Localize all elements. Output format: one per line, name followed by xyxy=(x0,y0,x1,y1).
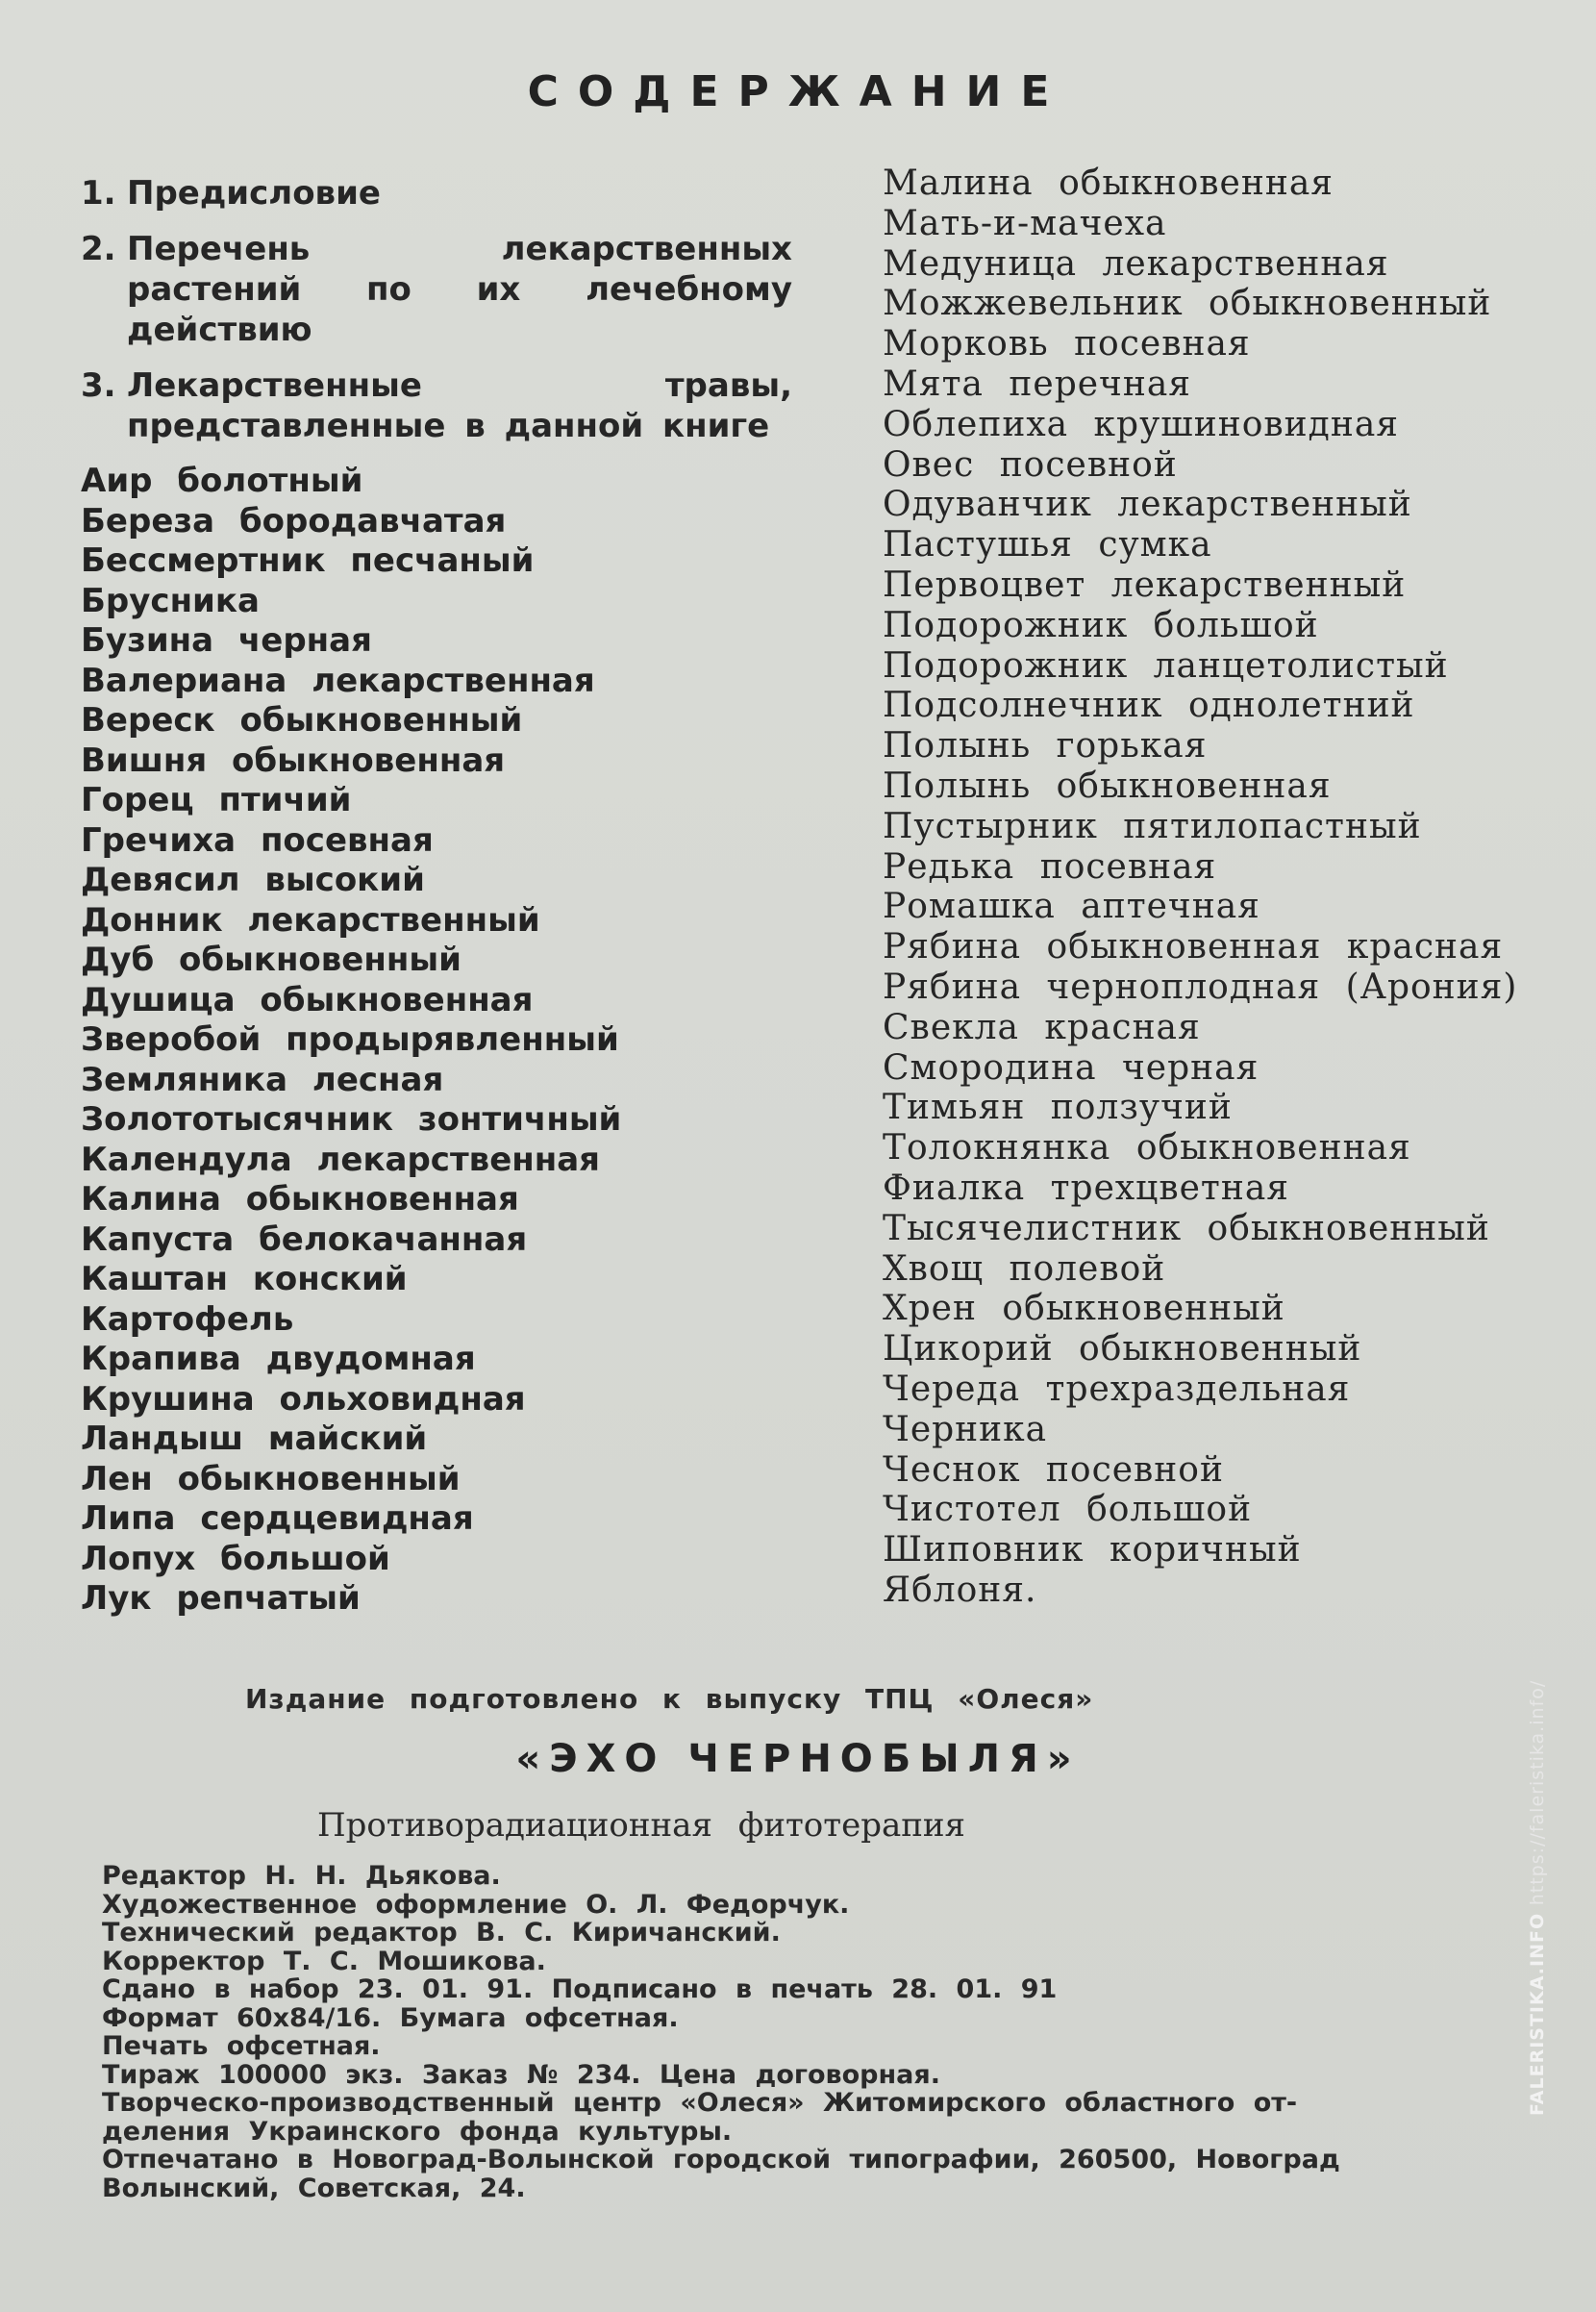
plant-entry: Шиповник коричный xyxy=(883,1530,1302,1571)
plant-entry: Фиалка трехцветная xyxy=(883,1168,1289,1208)
plant-entry: Картофель xyxy=(81,1299,294,1339)
plant-entry: Смородина черная xyxy=(883,1047,1259,1088)
plant-entry: Ромашка аптечная xyxy=(883,887,1260,927)
plant-entry: Редька посевная xyxy=(883,846,1217,887)
imprint-line: Формат 60х84/16. Бумага офсетная. xyxy=(102,2002,679,2033)
plant-entry: Гречиха посевная xyxy=(81,820,434,860)
imprint-line: Отпечатано в Новоград-Волынской городской типографии, 260500, Новоград xyxy=(102,2145,1340,2174)
section-number: 3. xyxy=(81,366,116,405)
imprint-line: Тираж 100000 экз. Заказ № 234. Цена договорная. xyxy=(102,2059,940,2090)
imprint-line: Технический редактор В. С. Киричанский. xyxy=(102,1918,781,1948)
imprint-line: Творческо-производственный центр «Олеся» Житомирского областного от- xyxy=(102,2088,1298,2118)
plant-entry: Донник лекарственный xyxy=(81,900,540,940)
section-number: 2. xyxy=(81,230,116,268)
watermark xyxy=(1527,1680,1548,2116)
plant-entry: Дуб обыкновенный xyxy=(81,941,461,979)
plant-entry: Тимьян ползучий xyxy=(883,1088,1233,1128)
plant-entry: Каштан конский xyxy=(81,1260,408,1298)
plant-entry: Бессмертник песчаный xyxy=(81,541,535,580)
imprint-line: Печать офсетная. xyxy=(102,2031,381,2061)
plant-entry: Душица обыкновенная xyxy=(81,980,534,1019)
book-subtitle: Противорадиационная фитотерапия xyxy=(317,1806,966,1845)
plant-entry: Рябина черноплодная (Арония) xyxy=(883,967,1518,1007)
plant-entry: Земляника лесная xyxy=(81,1060,444,1099)
plant-entry: Одуванчик лекарственный xyxy=(883,485,1412,525)
plant-entry: Подорожник большой xyxy=(883,605,1319,645)
plant-entry: Медуница лекарственная xyxy=(883,243,1389,284)
contents-left-column xyxy=(81,173,792,1620)
imprint-line: Волынский, Советская, 24. xyxy=(102,2173,526,2203)
plant-entry: Девясил высокий xyxy=(81,861,425,899)
plant-entry: Валериана лекарственная xyxy=(81,661,595,700)
plant-entry: Лопух большой xyxy=(81,1539,390,1578)
imprint-line: Сдано в набор 23. 01. 91. Подписано в печать 28. 01. 91 xyxy=(102,1974,1058,2004)
plant-entry: Подсолнечник однолетний xyxy=(883,686,1415,726)
plant-entry: Горец птичий xyxy=(81,781,352,819)
plant-entry: Вереск обыкновенный xyxy=(81,701,523,740)
section-entry xyxy=(81,173,792,214)
book-title: «ЭХО ЧЕРНОБЫЛЯ» xyxy=(515,1737,1081,1781)
plant-entry: Первоцвет лекарственный xyxy=(883,565,1407,605)
plant-entry: Полынь обыкновенная xyxy=(883,766,1332,806)
plant-entry: Золототысячник зонтичный xyxy=(81,1100,622,1139)
plant-entry: Черника xyxy=(883,1409,1048,1449)
plant-entry: Зверобой продырявленный xyxy=(81,1020,619,1059)
section-title: Лекарственные травы, представленные в данной книге xyxy=(127,366,792,445)
section-entry xyxy=(81,365,792,446)
plant-entry: Береза бородавчатая xyxy=(81,501,507,540)
plant-entry: Череда трехраздельная xyxy=(883,1369,1351,1409)
plant-entry: Морковь посевная xyxy=(883,324,1251,364)
plant-entry: Тысячелистник обыкновенный xyxy=(883,1208,1490,1248)
plant-entry: Рябина обыкновенная красная xyxy=(883,927,1504,968)
plant-entry: Крушина ольховидная xyxy=(81,1379,526,1419)
plant-entry: Брусника xyxy=(81,581,260,620)
plant-list-right xyxy=(883,163,1575,1611)
watermark-url: https://faleristika.info/ xyxy=(1527,1679,1548,1906)
plant-entry: Пустырник пятилопастный xyxy=(883,806,1422,846)
plant-entry: Цикорий обыкновенный xyxy=(883,1329,1362,1370)
plant-entry: Толокнянка обыкновенная xyxy=(883,1128,1411,1169)
plant-entry: Капуста белокачанная xyxy=(81,1219,528,1259)
plant-entry: Крапива двудомная xyxy=(81,1340,476,1378)
plant-entry: Хвощ полевой xyxy=(883,1248,1166,1289)
section-number: 1. xyxy=(81,174,116,213)
plant-entry: Яблоня. xyxy=(883,1570,1037,1610)
plant-entry: Бузина черная xyxy=(81,621,372,660)
section-entry xyxy=(81,229,792,350)
plant-entry: Вишня обыкновенная xyxy=(81,741,506,780)
plant-entry: Подорожник ланцетолистый xyxy=(883,645,1449,686)
plant-entry: Калина обыкновенная xyxy=(81,1180,519,1219)
plant-entry: Пастушья сумка xyxy=(883,525,1212,565)
section-title: Предисловие xyxy=(127,174,381,213)
plant-entry: Ландыш майский xyxy=(81,1420,428,1458)
plant-entry: Хрен обыкновенный xyxy=(883,1289,1285,1329)
plant-entry: Лук репчатый xyxy=(81,1579,361,1618)
imprint-line: Художественное оформление О. Л. Федорчук. xyxy=(102,1889,850,1920)
plant-entry: Чистотел большой xyxy=(883,1490,1253,1530)
plant-entry: Лен обыкновенный xyxy=(81,1459,461,1498)
imprint-line: Корректор Т. С. Мошикова. xyxy=(102,1946,546,1976)
plant-entry: Можжевельник обыкновенный xyxy=(883,284,1492,324)
prepared-note: Издание подготовлено к выпуску ТПЦ «Олеся» xyxy=(245,1683,1094,1715)
section-title: Перечень лекарственных растений по их лечебному действию xyxy=(127,230,792,349)
page-title: СОДЕРЖАНИЕ xyxy=(527,67,1069,116)
plant-entry: Облепиха крушиновидная xyxy=(883,404,1400,444)
plant-entry: Свекла красная xyxy=(883,1007,1201,1047)
plant-entry: Мать-и-мачеха xyxy=(883,203,1167,243)
imprint-line: деления Украинского фонда культуры. xyxy=(102,2116,733,2147)
plant-entry: Мята перечная xyxy=(883,364,1192,404)
plant-entry: Липа сердцевидная xyxy=(81,1499,474,1538)
plant-entry: Овес посевной xyxy=(883,444,1178,485)
plant-entry: Календула лекарственная xyxy=(81,1140,601,1179)
plant-entry: Аир болотный xyxy=(81,462,363,500)
contents-right-column xyxy=(883,163,1575,1611)
plant-list-left xyxy=(81,462,792,1620)
imprint-line: Редактор Н. Н. Дьякова. xyxy=(102,1861,501,1891)
plant-entry: Малина обыкновенная xyxy=(883,163,1334,203)
plant-entry: Полынь горькая xyxy=(883,726,1208,766)
watermark-brand: FALERISTIKA.INFO xyxy=(1527,1912,1548,2116)
imprint-details xyxy=(102,1862,1496,2202)
plant-entry: Чеснок посевной xyxy=(883,1449,1224,1490)
